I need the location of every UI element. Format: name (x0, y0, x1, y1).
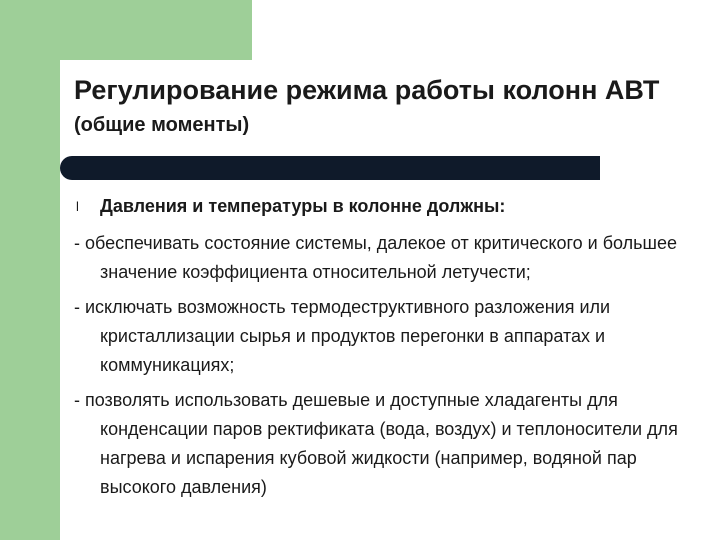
slide-body (74, 192, 714, 508)
title-divider-bar (60, 156, 600, 180)
list-item: - позволять использовать дешевые и доступные хладагенты для конденсации паров ректификата (вода, воздух) и теплоносители для нагрева и испарения кубовой жидкости (например, водяной пар высокого давления) (74, 390, 678, 497)
list-item: - обеспечивать состояние системы, далекое от критического и большее значение коэффициента относительной летучести; (74, 233, 677, 282)
bullet-icon: l (76, 199, 79, 214)
lead-text: Давления и температуры в колонне должны: (100, 196, 506, 216)
lead-bullet (74, 192, 714, 221)
slide-title (74, 74, 720, 141)
title-main: Регулирование режима работы колонн АВТ (74, 75, 660, 105)
decorative-accent-strip (0, 0, 60, 540)
list-item: - исключать возможность термодеструктивного разложения или кристаллизации сырья и продуктов перегонки в аппаратах и коммуникациях; (74, 297, 611, 375)
title-subtitle: (общие моменты) (74, 114, 250, 136)
